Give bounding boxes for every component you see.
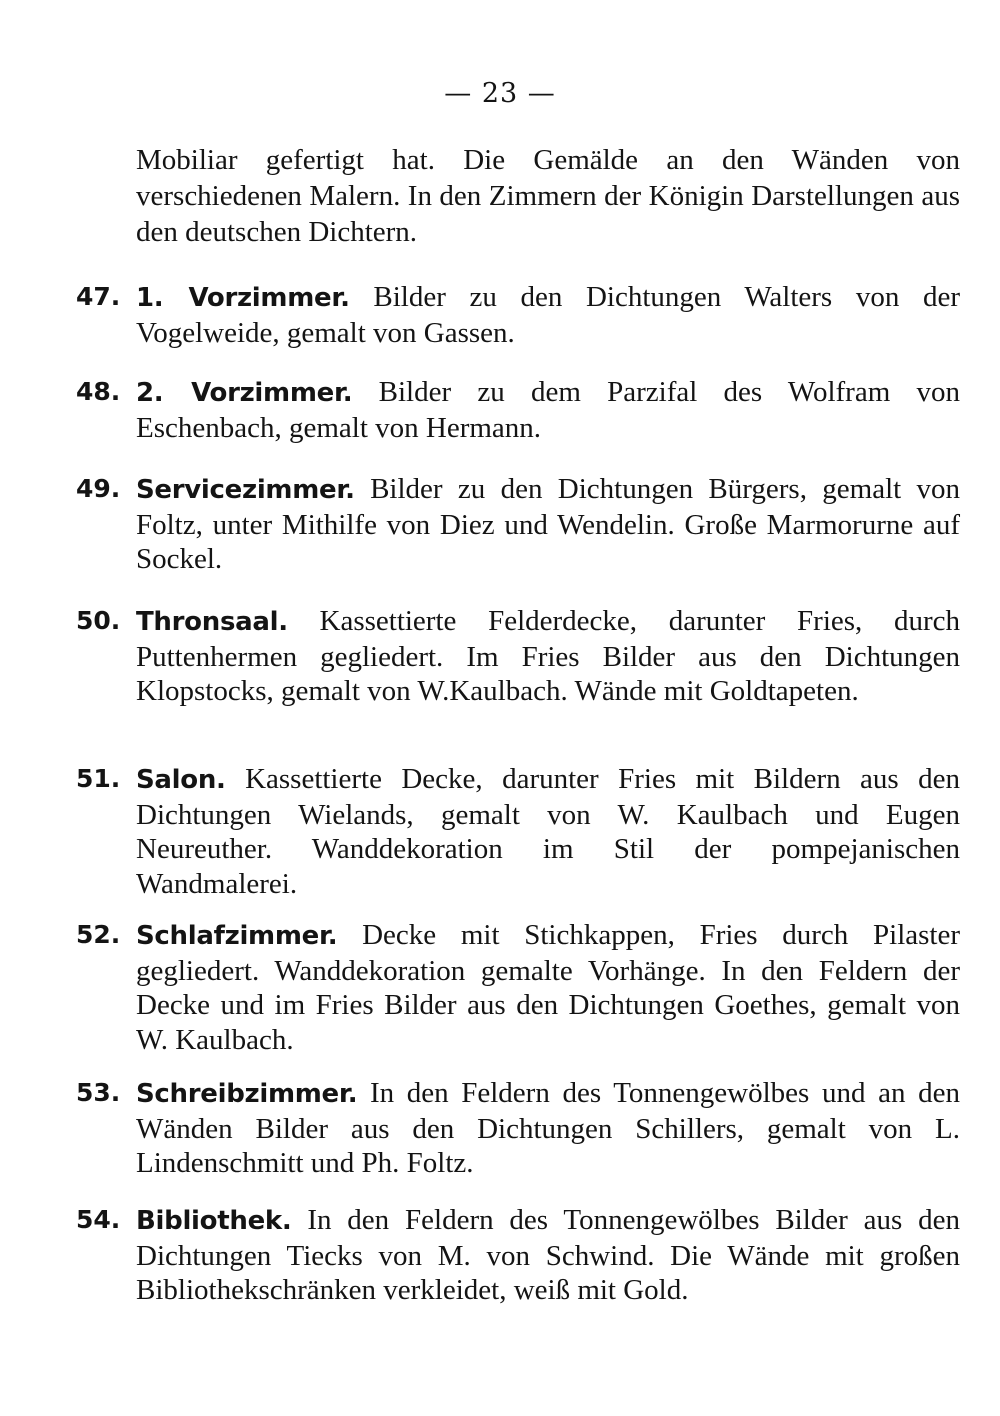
entry-49 <box>76 472 960 577</box>
entry-number: 48. <box>76 377 121 406</box>
entry-text: In den Feldern des Tonnengewölbes Bilder aus den Dichtungen Tiecks von M. von Schwind. Die Wände mit großen Bibliothekschränken verkleidet, weiß mit Gold. <box>136 1204 961 1306</box>
entry-53 <box>76 1076 960 1181</box>
entry-number: 47. <box>76 282 121 311</box>
entry-number: 49. <box>76 474 121 503</box>
entry-48 <box>76 375 960 445</box>
entry-title: Salon. <box>136 765 226 795</box>
entry-number: 53. <box>76 1078 121 1107</box>
entry-title: Thronsaal. <box>136 607 288 637</box>
entry-text: In den Feldern des Tonnengewölbes und an den Wänden Bilder aus den Dichtungen Schillers, gemalt von L. Lindenschmitt und Ph. Foltz. <box>136 1077 960 1179</box>
entry-text: Bilder zu dem Parzifal des Wolfram von Eschenbach, gemalt von Hermann. <box>136 376 961 444</box>
entry-51 <box>76 762 960 901</box>
entry-number: 52. <box>76 920 121 949</box>
entry-title: Schreibzimmer. <box>136 1079 358 1109</box>
entry-number: 50. <box>76 606 121 635</box>
entry-title: 1. Vorzimmer. <box>136 283 350 313</box>
entry-50 <box>76 604 960 709</box>
entry-text: Decke mit Stichkappen, Fries durch Pilaster gegliedert. Wanddekoration gemalte Vorhänge. In den Feldern der Decke und im Fries Bilder aus den Dichtungen Goethes, gemalt von W. Kaulbach. <box>136 919 960 1056</box>
page-number: — 23 — <box>444 78 556 109</box>
entry-number: 51. <box>76 764 121 793</box>
entry-text: Kassettierte Felderdecke, darunter Fries, durch Puttenhermen gegliedert. Im Fries Bilder aus den Dichtungen Klopstocks, gemalt von W.Kaulbach. Wände mit Goldtapeten. <box>136 605 961 707</box>
entry-text: Bilder zu den Dichtungen Bürgers, gemalt von Foltz, unter Mithilfe von Diez und Wendelin. Große Marmorurne auf Sockel. <box>136 473 961 575</box>
entry-title: 2. Vorzimmer. <box>136 378 353 408</box>
entry-47 <box>76 280 960 350</box>
entry-text: Kassettierte Decke, darunter Fries mit Bildern aus den Dichtungen Wielands, gemalt von W. Kaulbach und Eugen Neureuther. Wanddekoration im Stil der pompejanischen Wandmalerei. <box>136 763 960 900</box>
entry-52 <box>76 918 960 1057</box>
entry-title: Servicezimmer. <box>136 475 355 505</box>
intro-paragraph: Mobiliar gefertigt hat. Die Gemälde an den Wänden von verschiedenen Malern. In den Zimmern der Königin Darstellungen aus den deutschen Dichtern. <box>136 144 960 248</box>
entry-title: Bibliothek. <box>136 1206 292 1236</box>
entry-number: 54. <box>76 1205 121 1234</box>
entry-text: Bilder zu den Dichtungen Walters von der Vogelweide, gemalt von Gassen. <box>136 281 960 349</box>
entry-title: Schlafzimmer. <box>136 921 338 951</box>
entry-54 <box>76 1203 960 1308</box>
